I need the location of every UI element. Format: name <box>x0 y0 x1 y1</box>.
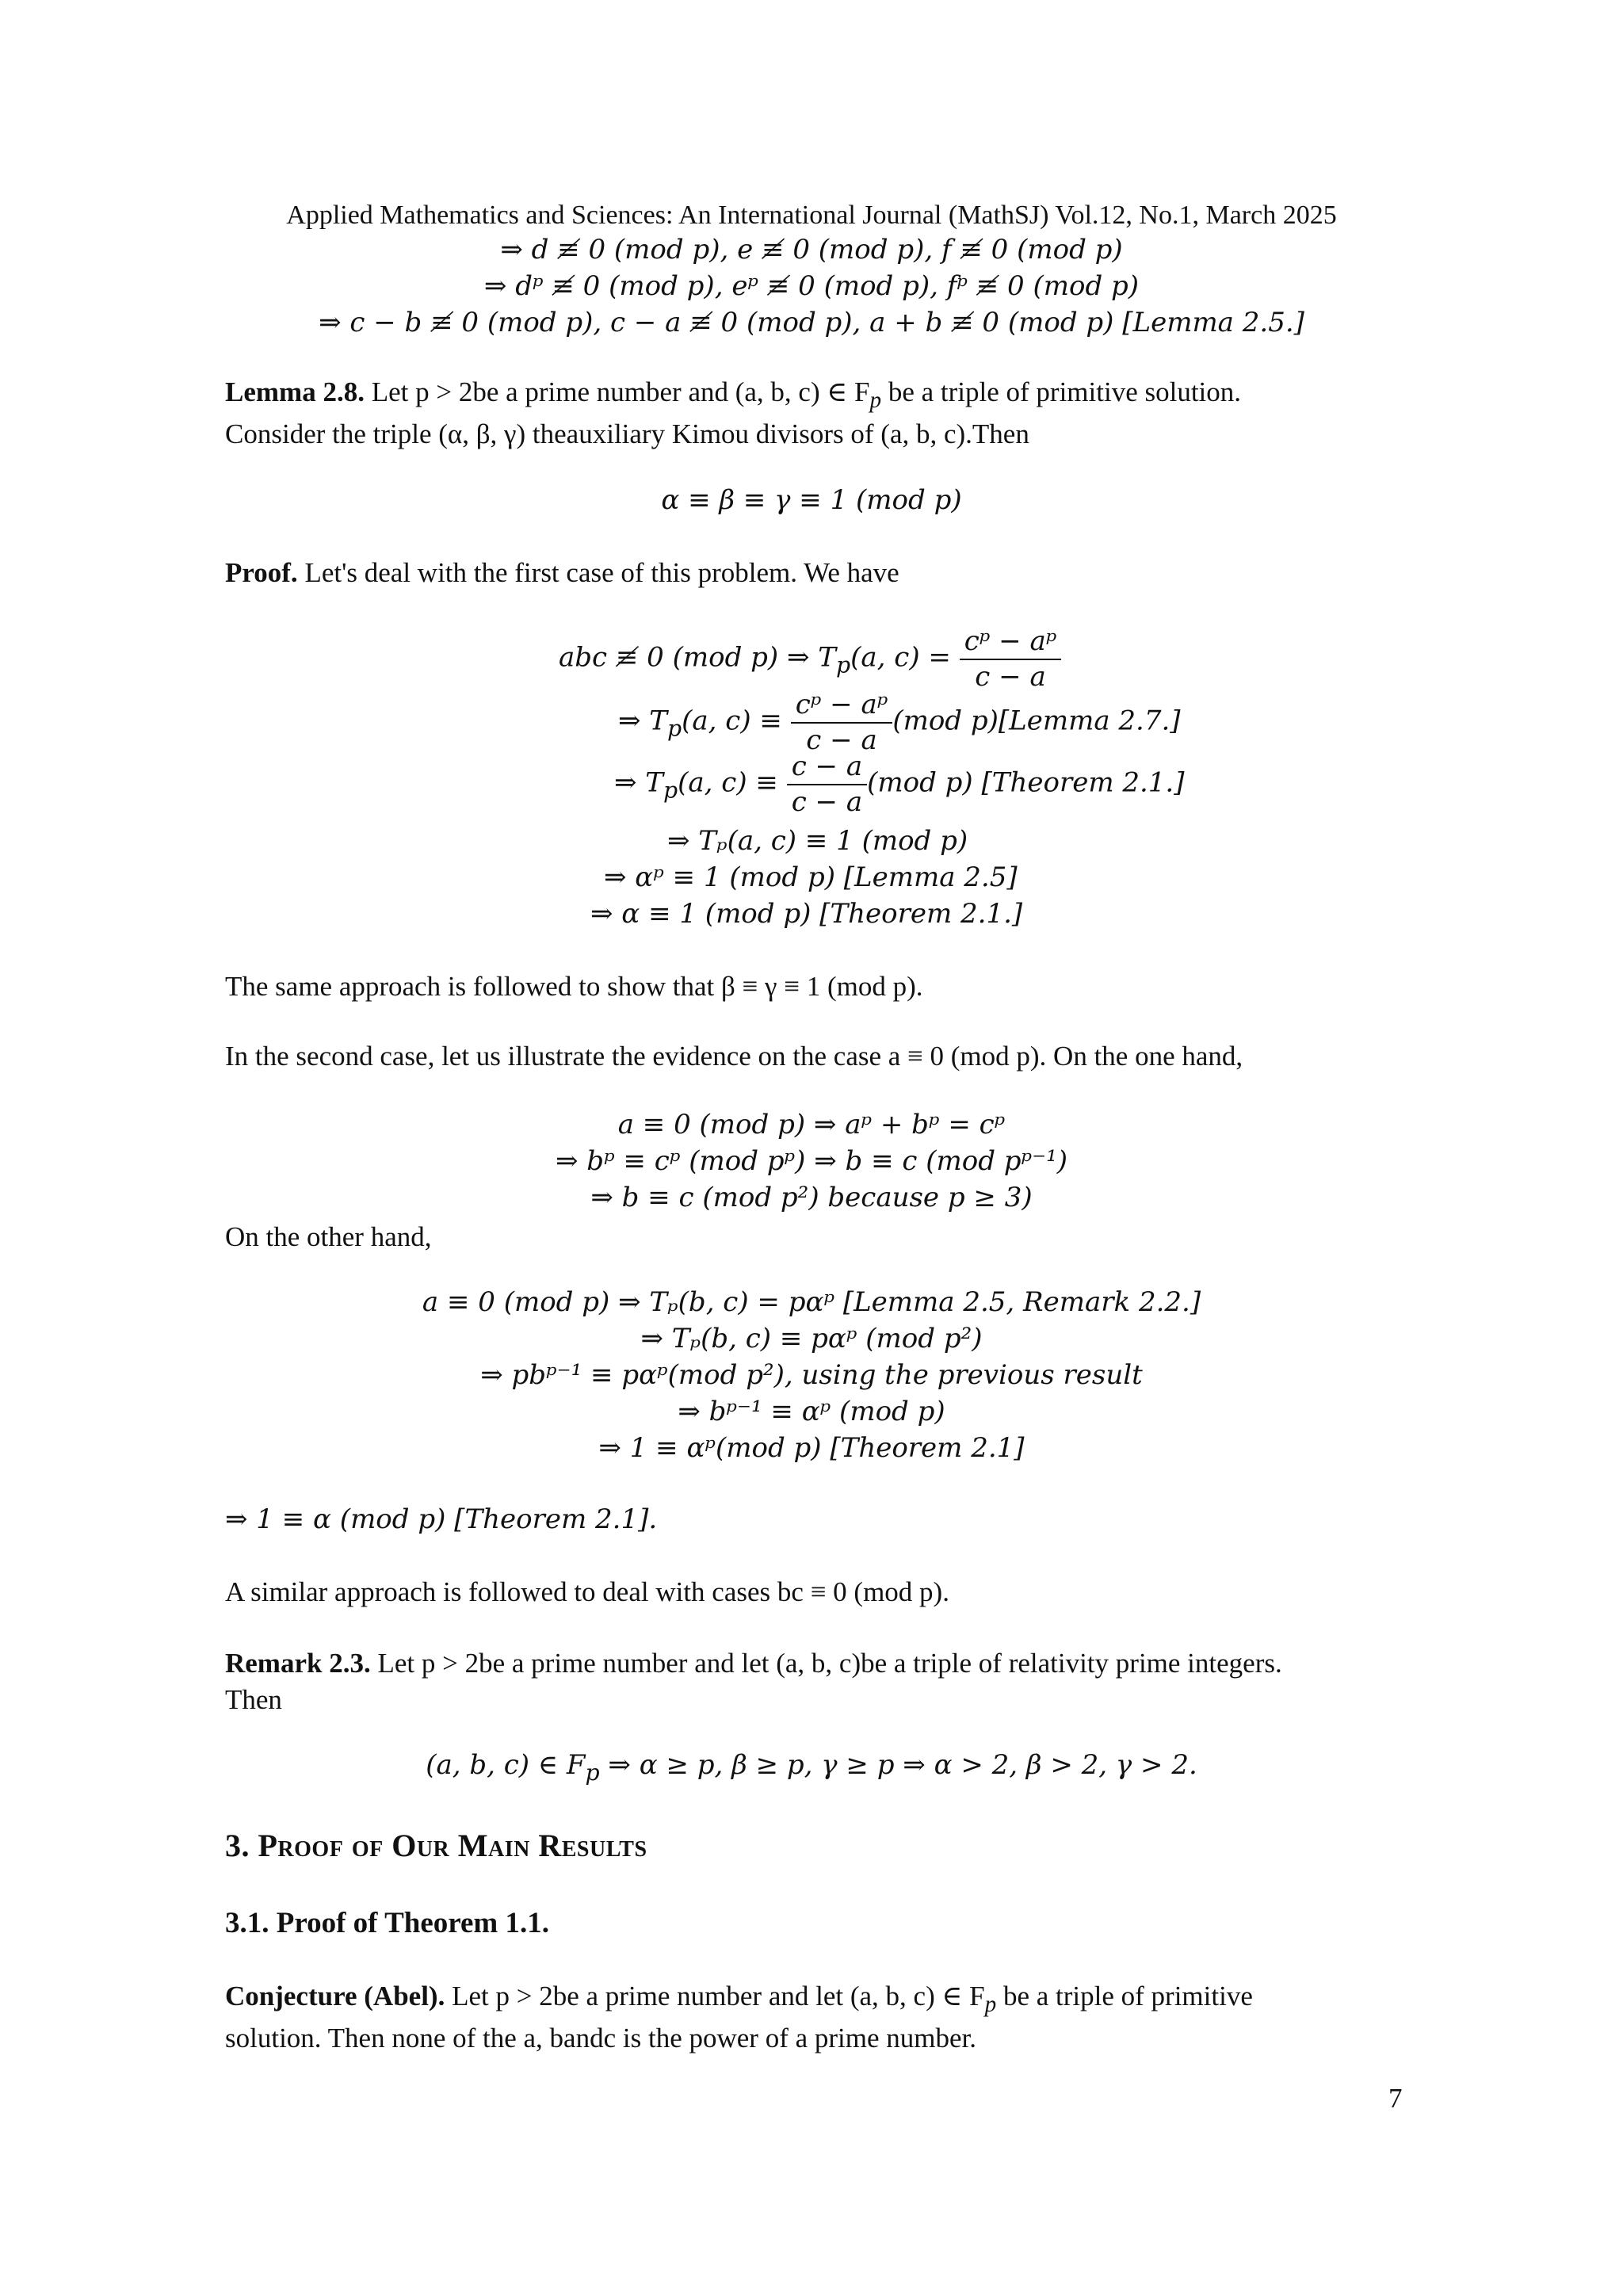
eq-subscript: p <box>666 715 682 742</box>
other-hand-equation: ⇒ 1 ≡ αᵖ(mod p) [Theorem 2.1] <box>598 1432 1025 1464</box>
other-hand-text: On the other hand, <box>225 1221 432 1252</box>
lemma-subscript: p <box>869 388 882 413</box>
proof-equation-1 <box>559 625 1061 693</box>
fraction-numerator: cᵖ − aᵖ <box>960 625 1062 660</box>
eq-subscript: p <box>663 777 678 804</box>
section-heading <box>225 1828 647 1864</box>
lemma-equation: α ≡ β ≡ γ ≡ 1 (mod p) <box>661 484 962 516</box>
eq-part: (a, c) = <box>850 641 951 674</box>
eq-part: (a, c) ≡ <box>682 705 782 737</box>
eq-part: ⇒ T <box>618 705 667 737</box>
eq-subscript: p <box>835 651 851 678</box>
subsection-heading: 3.1. Proof of Theorem 1.1. <box>225 1907 550 1939</box>
lemma-text: Let p > 2be a prime number and (a, b, c) ∈ F <box>371 376 870 407</box>
similar-approach-text: A similar approach is followed to deal with cases bc ≡ 0 (mod p). <box>225 1576 949 1607</box>
lemma-text-end: be a triple of primitive solution. <box>888 376 1242 407</box>
page-number: 7 <box>1388 2083 1403 2114</box>
journal-header: Applied Mathematics and Sciences: An International Journal (MathSJ) Vol.12, No.1, March 2025 <box>286 201 1337 230</box>
section-title: Proof of Our Main Results <box>258 1828 647 1863</box>
equation-line: ⇒ c − b ≢ 0 (mod p), c − a ≢ 0 (mod p), a + b ≢ 0 (mod p) [Lemma 2.5.] <box>319 307 1304 338</box>
other-hand-equation: a ≡ 0 (mod p) ⇒ Tₚ(b, c) = pαᵖ [Lemma 2.5, Remark 2.2.] <box>422 1286 1201 1318</box>
eq-part: (a, b, c) ∈ F <box>426 1749 586 1781</box>
eq-part: ⇒ α ≥ p, β ≥ p, γ ≥ p ⇒ α > 2, β > 2, γ > 2. <box>608 1749 1197 1781</box>
eq-part: (a, c) ≡ <box>678 766 778 799</box>
fraction-numerator: c − a <box>787 750 867 785</box>
conclusion-equation: ⇒ 1 ≡ α (mod p) [Theorem 2.1]. <box>225 1503 658 1535</box>
remark-equation <box>0 1750 1623 1786</box>
second-case-text: In the second case, let us illustrate the evidence on the case a ≡ 0 (mod p). On the one hand, <box>225 1041 1243 1072</box>
remark-text-2: Then <box>225 1683 282 1715</box>
fraction-denominator: c − a <box>806 724 877 756</box>
eq-part: ⇒ T <box>614 766 663 799</box>
fraction-numerator: cᵖ − aᵖ <box>791 688 893 724</box>
lemma-2-8 <box>225 374 1404 452</box>
fraction <box>960 625 1062 693</box>
conjecture-subscript: p <box>984 1992 997 2017</box>
second-case-equation: ⇒ bᵖ ≡ cᵖ (mod pᵖ) ⇒ b ≡ c (mod pᵖ⁻¹) <box>556 1145 1067 1177</box>
eq-part: (mod p) [Theorem 2.1.] <box>867 766 1185 799</box>
equation-line: ⇒ dᵖ ≢ 0 (mod p), eᵖ ≢ 0 (mod p), fᵖ ≢ 0 (mod p) <box>483 270 1140 302</box>
proof-equation-3 <box>614 750 1185 819</box>
other-hand-equation: ⇒ bᵖ⁻¹ ≡ αᵖ (mod p) <box>678 1396 945 1427</box>
proof-equation-2 <box>618 688 1181 757</box>
remark-text: Let p > 2be a prime number and let (a, b, c)be a triple of relativity prime integers. <box>377 1648 1282 1679</box>
proof-equation-5: ⇒ αᵖ ≡ 1 (mod p) [Lemma 2.5] <box>604 861 1018 893</box>
second-case-equation: a ≡ 0 (mod p) ⇒ aᵖ + bᵖ = cᵖ <box>617 1109 1006 1140</box>
equation-line: ⇒ d ≢ 0 (mod p), e ≢ 0 (mod p), f ≢ 0 (mod p) <box>500 234 1123 266</box>
fraction <box>787 750 867 819</box>
proof-label: Proof. <box>225 557 298 588</box>
proof-equation-6: ⇒ α ≡ 1 (mod p) [Theorem 2.1.] <box>590 898 1023 930</box>
conjecture-text-end: be a triple of primitive <box>1002 1981 1253 2011</box>
second-case-equation: ⇒ b ≡ c (mod p²) because p ≥ 3) <box>590 1182 1033 1213</box>
section-number: 3. <box>225 1828 250 1863</box>
eq-part: abc ≢ 0 (mod p) ⇒ T <box>559 641 836 674</box>
lemma-text-2: Consider the triple (α, β, γ) theauxiliary Kimou divisors of (a, b, c).Then <box>225 418 1029 449</box>
remark-2-3 <box>225 1645 1404 1717</box>
conjecture-text-2: solution. Then none of the a, bandc is the power of a prime number. <box>225 2022 977 2053</box>
remark-label: Remark 2.3. <box>225 1648 371 1679</box>
eq-part: (mod p)[Lemma 2.7.] <box>892 705 1181 737</box>
lemma-label: Lemma 2.8. <box>225 376 365 407</box>
same-approach-text: The same approach is followed to show that β ≡ γ ≡ 1 (mod p). <box>225 971 923 1002</box>
proof-intro <box>225 555 1404 591</box>
other-hand-equation: ⇒ Tₚ(b, c) ≡ pαᵖ (mod p²) <box>640 1323 983 1354</box>
fraction-denominator: c − a <box>791 785 863 818</box>
eq-subscript: p <box>585 1759 600 1786</box>
conjecture-text: Let p > 2be a prime number and let (a, b, c) ∈ F <box>452 1981 985 2011</box>
fraction <box>791 688 893 757</box>
other-hand-equation: ⇒ pbᵖ⁻¹ ≡ pαᵖ(mod p²), using the previous result <box>480 1359 1143 1391</box>
proof-equation-4: ⇒ Tₚ(a, c) ≡ 1 (mod p) <box>667 825 968 857</box>
conjecture-label: Conjecture (Abel). <box>225 1981 445 2011</box>
fraction-denominator: c − a <box>975 660 1046 693</box>
proof-text: Let's deal with the first case of this problem. We have <box>304 557 899 588</box>
conjecture-abel <box>225 1978 1404 2056</box>
